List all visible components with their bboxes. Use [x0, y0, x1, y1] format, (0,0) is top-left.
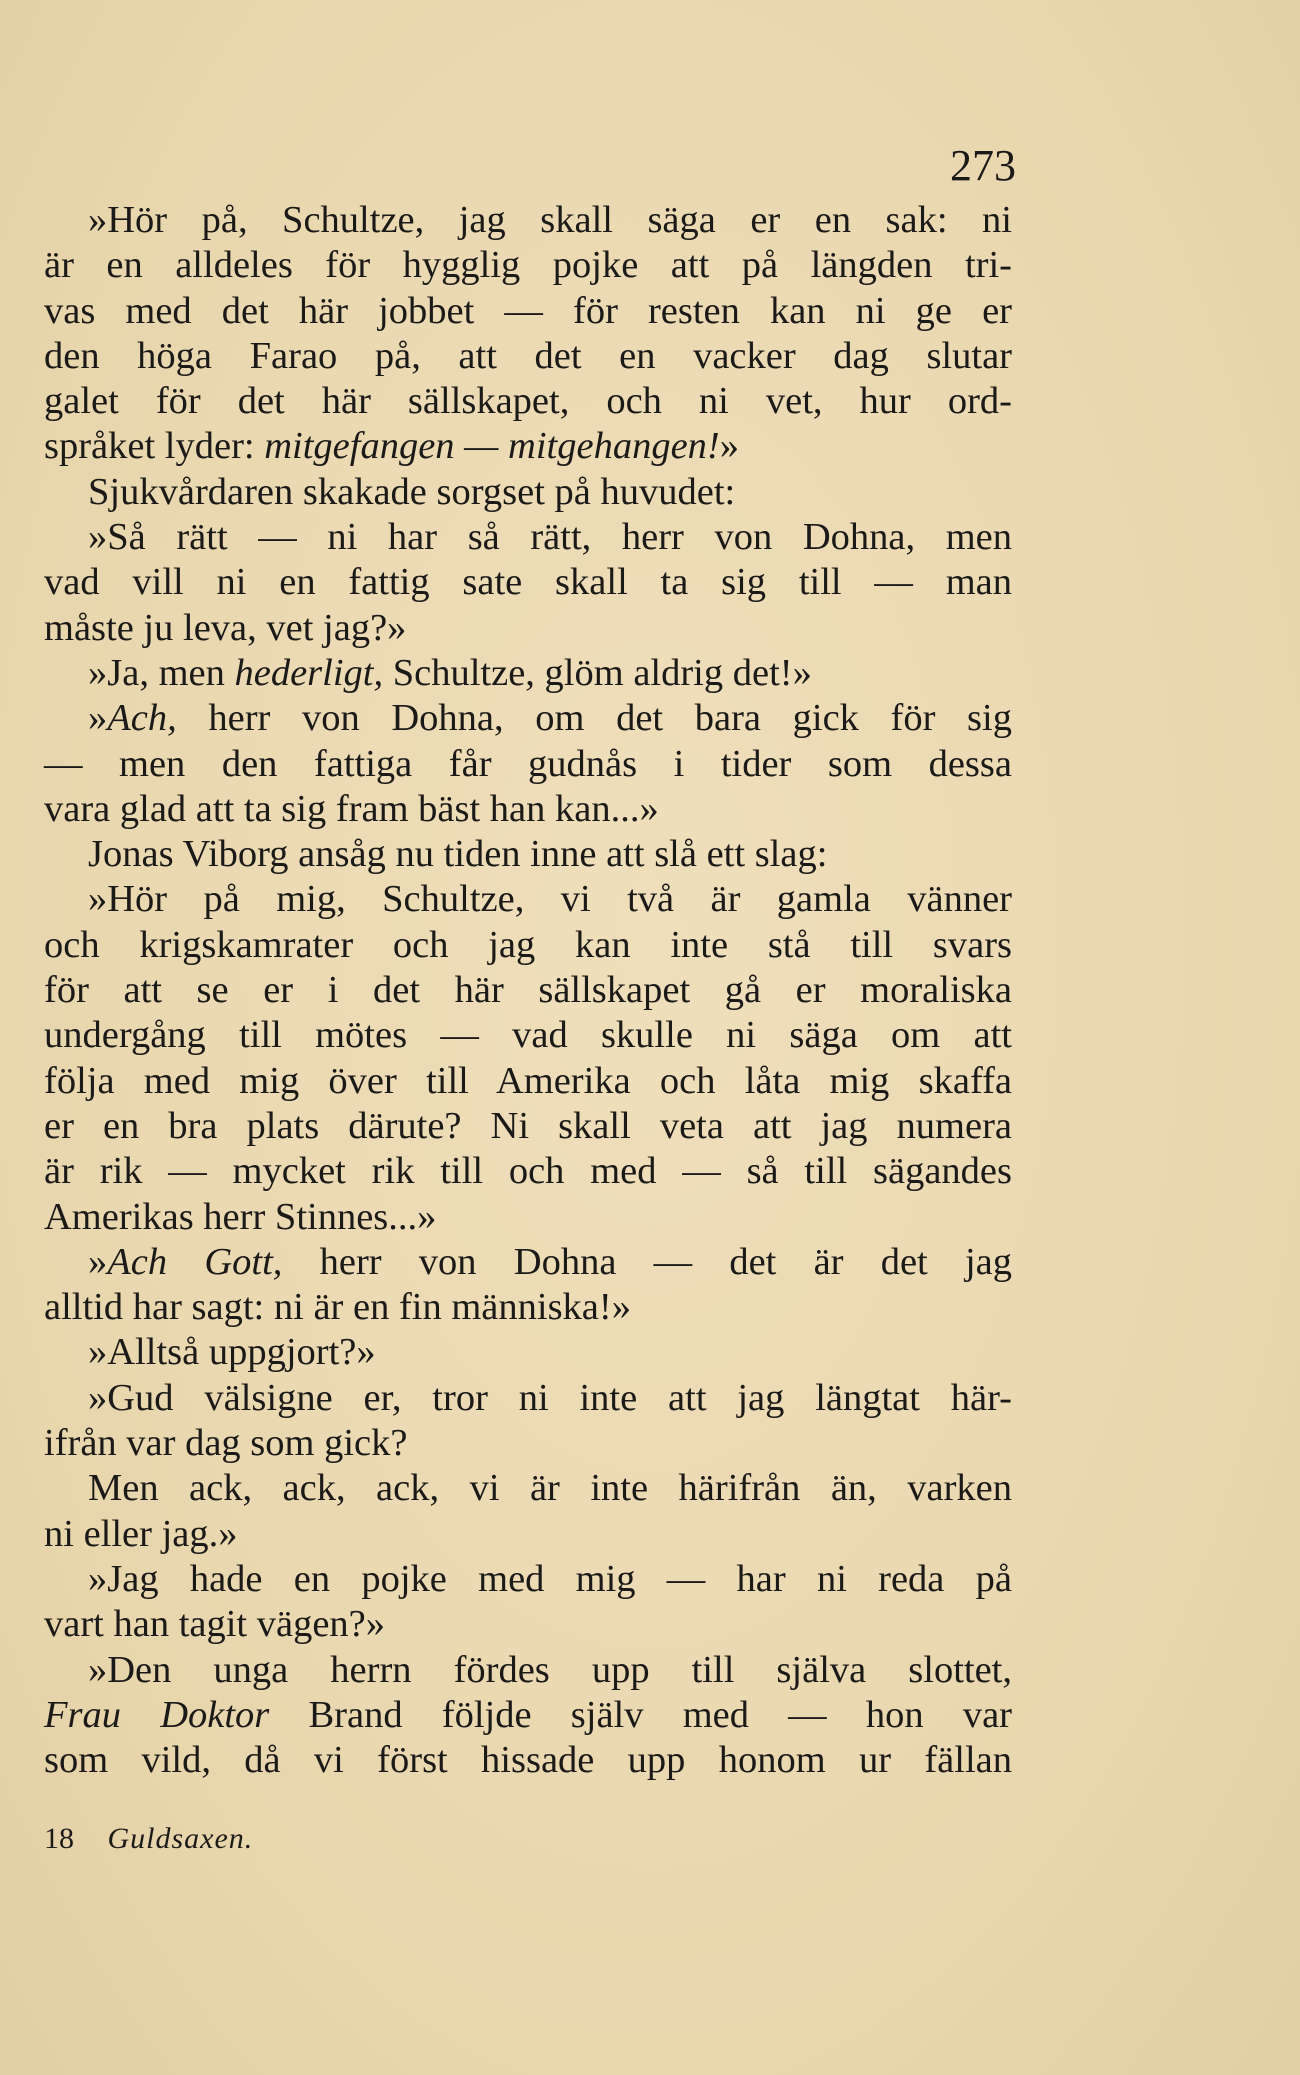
text-run: vara glad att ta sig fram bäst han kan...» [44, 787, 659, 830]
text-line [44, 198, 1012, 243]
text-line [44, 1648, 1012, 1693]
text-line [44, 1330, 1012, 1375]
text-line [44, 1104, 1012, 1149]
text-run: » [88, 1240, 108, 1283]
text-run: måste ju leva, vet jag?» [44, 606, 407, 649]
text-line [44, 515, 1012, 560]
text-run: »Jag hade en pojke med mig — har ni reda på [88, 1557, 1012, 1600]
text-line [44, 470, 1012, 515]
text-line [44, 787, 1012, 832]
text-run: » [88, 697, 108, 740]
text-run: Jonas Viborg ansåg nu tiden inne att slå ett slag: [88, 833, 828, 876]
text-run: »Så rätt — ni har så rätt, herr von Dohna, men [88, 516, 1012, 559]
text-line [44, 923, 1012, 968]
text-run: ni eller jag.» [44, 1512, 238, 1555]
text-run: »Den unga herrn fördes upp till själva slottet, [88, 1648, 1012, 1691]
text-run: »Gud välsigne er, tror ni inte att jag längtat här- [88, 1376, 1012, 1419]
text-run: herr von Dohna — det är det jag [282, 1240, 1012, 1283]
text-line [44, 1149, 1012, 1194]
text-run: vas med det här jobbet — för resten kan ni ge er [44, 289, 1012, 332]
text-line [44, 379, 1012, 424]
text-run: språket lyder: [44, 425, 265, 468]
text-run: Men ack, ack, ack, vi är inte härifrån än, varken [88, 1467, 1012, 1510]
text-line [44, 832, 1012, 877]
book-title: Guldsaxen. [107, 1822, 254, 1855]
text-line [44, 1693, 1012, 1738]
page-number: 273 [950, 141, 1016, 190]
text-line [44, 1059, 1012, 1104]
italic-phrase: Frau Doktor [44, 1693, 270, 1736]
text-run: — men den fattiga får gudnås i tider som dessa [44, 742, 1012, 785]
text-line [44, 1013, 1012, 1058]
text-line [44, 334, 1012, 379]
text-line [44, 651, 1012, 696]
text-line [44, 1376, 1012, 1421]
text-run: »Hör på, Schultze, jag skall säga er en sak: ni [88, 199, 1012, 241]
italic-phrase: Ach, [107, 697, 177, 740]
text-line [44, 1195, 1012, 1240]
text-run: vad vill ni en fattig sate skall ta sig till — man [44, 561, 1012, 604]
text-line [44, 968, 1012, 1013]
text-line [44, 742, 1012, 787]
italic-phrase: mitgefangen — mitgehangen! [264, 425, 720, 468]
text-line [44, 424, 1012, 469]
page-footer [44, 1822, 253, 1856]
text-line [44, 1602, 1012, 1647]
text-line [44, 606, 1012, 651]
text-run: är en alldeles för hygglig pojke att på längden tri- [44, 244, 1012, 287]
text-run: galet för det här sällskapet, och ni vet, hur ord- [44, 380, 1012, 423]
italic-phrase: Ach Gott, [107, 1240, 283, 1283]
text-line [44, 877, 1012, 922]
text-line [44, 696, 1012, 741]
text-run: Brand följde själv med — hon var [269, 1693, 1012, 1736]
text-run: er en bra plats därute? Ni skall veta att jag numera [44, 1104, 1012, 1147]
text-run: som vild, då vi först hissade upp honom ur fällan [44, 1739, 1012, 1782]
text-run: vart han tagit vägen?» [44, 1603, 386, 1646]
text-run: herr von Dohna, om det bara gick för sig [176, 697, 1012, 740]
text-run: »Ja, men [88, 651, 235, 694]
text-line [44, 1421, 1012, 1466]
text-run: undergång till mötes — vad skulle ni säga om att [44, 1014, 1012, 1057]
text-run: Sjukvårdaren skakade sorgset på huvudet: [88, 470, 736, 513]
text-line [44, 243, 1012, 288]
text-run: » [719, 425, 739, 468]
text-run: Schultze, glöm aldrig det!» [383, 651, 812, 694]
text-line [44, 1285, 1012, 1330]
text-run: och krigskamrater och jag kan inte stå till svars [44, 923, 1012, 966]
text-line [44, 1466, 1012, 1511]
text-run: är rik — mycket rik till och med — så till sägandes [44, 1150, 1012, 1193]
text-line [44, 1557, 1012, 1602]
italic-phrase: hederligt, [234, 651, 384, 694]
text-run: Amerikas herr Stinnes...» [44, 1195, 437, 1238]
text-run: »Alltså uppgjort?» [88, 1331, 376, 1374]
text-run: för att se er i det här sällskapet gå er moraliska [44, 969, 1012, 1012]
text-run: följa med mig över till Amerika och låta mig skaffa [44, 1059, 1012, 1102]
text-run: alltid har sagt: ni är en fin människa!» [44, 1286, 631, 1329]
text-line [44, 1240, 1012, 1285]
text-line [44, 289, 1012, 334]
text-run: ifrån var dag som gick? [44, 1422, 408, 1465]
text-line [44, 560, 1012, 605]
text-run: »Hör på mig, Schultze, vi två är gamla vänner [88, 878, 1012, 921]
text-run: den höga Farao på, att det en vacker dag slutar [44, 334, 1012, 377]
text-line [44, 1512, 1012, 1557]
body-text [44, 198, 1012, 1783]
text-line [44, 1738, 1012, 1783]
printer-signature: 18 [44, 1822, 74, 1855]
